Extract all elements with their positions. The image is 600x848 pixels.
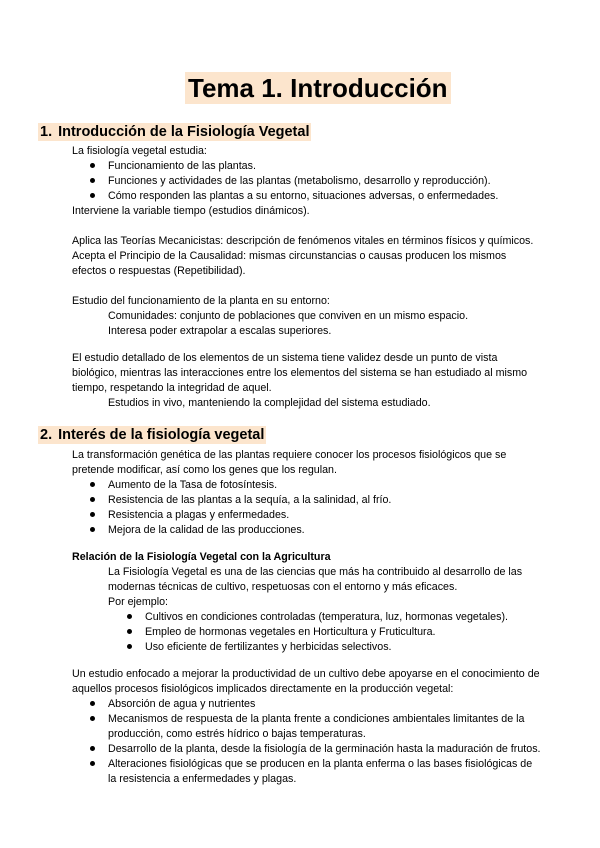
list-item-text: Desarrollo de la planta, desde la fisiología de la germinación hasta la maduración de frutos. bbox=[108, 743, 541, 755]
list-item-text: Uso eficiente de fertilizantes y herbicidas selectivos. bbox=[145, 641, 392, 653]
paragraph-line: biológico, mientras las interacciones entre los elementos del sistema se han estudiado al mismo bbox=[72, 367, 528, 379]
list-item-text: la resistencia a enfermedades y plagas. bbox=[108, 773, 297, 785]
list-item-text: Alteraciones fisiológicas que se producen en la planta enferma o las bases fisiológicas de bbox=[108, 758, 533, 770]
paragraph-line: Interesa poder extrapolar a escalas superiores. bbox=[108, 325, 332, 337]
bullet-icon bbox=[90, 497, 95, 502]
bullet-icon bbox=[90, 512, 95, 517]
section-1-heading bbox=[38, 123, 311, 141]
bullet-icon bbox=[127, 629, 132, 634]
list-item bbox=[90, 478, 95, 493]
paragraph-line: Aplica las Teorías Mecanicistas: descripción de fenómenos vitales en términos físicos y químicos. bbox=[72, 235, 534, 247]
list-item bbox=[90, 523, 95, 538]
paragraph-line: Estudio del funcionamiento de la planta en su entorno: bbox=[72, 295, 330, 307]
bullet-icon bbox=[90, 178, 95, 183]
paragraph-line: La Fisiología Vegetal es una de las ciencias que más ha contribuido al desarrollo de las bbox=[108, 566, 523, 578]
list-item-text: Absorción de agua y nutrientes bbox=[108, 698, 256, 710]
list-item bbox=[90, 508, 95, 523]
section-1-title: Introducción de la Fisiología Vegetal bbox=[58, 124, 310, 140]
list-item-text: Resistencia a plagas y enfermedades. bbox=[108, 509, 290, 521]
list-item-text: Cómo responden las plantas a su entorno, situaciones adversas, o enfermedades. bbox=[108, 190, 499, 202]
paragraph-line: Estudios in vivo, manteniendo la complejidad del sistema estudiado. bbox=[108, 397, 431, 409]
paragraph-line: Comunidades: conjunto de poblaciones que conviven en un mismo espacio. bbox=[108, 310, 469, 322]
list-item bbox=[90, 493, 95, 508]
bullet-icon bbox=[90, 701, 95, 706]
bullet-icon bbox=[90, 761, 95, 766]
list-item-text: Aumento de la Tasa de fotosíntesis. bbox=[108, 479, 278, 491]
list-item bbox=[90, 159, 95, 174]
paragraph-line: Interviene la variable tiempo (estudios dinámicos). bbox=[72, 205, 310, 217]
paragraph-line: El estudio detallado de los elementos de un sistema tiene validez desde un punto de vista bbox=[72, 352, 498, 364]
list-item-text: Resistencia de las plantas a la sequía, a la salinidad, al frío. bbox=[108, 494, 392, 506]
list-item bbox=[127, 610, 132, 625]
bullet-icon bbox=[90, 482, 95, 487]
list-item-text: Cultivos en condiciones controladas (temperatura, luz, hormonas vegetales). bbox=[145, 611, 508, 623]
list-item bbox=[90, 712, 95, 727]
bullet-icon bbox=[90, 716, 95, 721]
list-item bbox=[90, 742, 95, 757]
paragraph-line: Acepta el Principio de la Causalidad: mismas circunstancias o causas producen los mismos bbox=[72, 250, 507, 262]
bullet-icon bbox=[90, 193, 95, 198]
list-item-text: producción, como estrés hídrico o bajas temperaturas. bbox=[108, 728, 366, 740]
bullet-icon bbox=[90, 527, 95, 532]
section-2-title: Interés de la fisiología vegetal bbox=[58, 427, 265, 443]
list-item bbox=[90, 189, 95, 204]
paragraph-line: La transformación genética de las plantas requiere conocer los procesos fisiológicos que se bbox=[72, 449, 507, 461]
subsection-heading: Relación de la Fisiología Vegetal con la Agricultura bbox=[72, 551, 331, 563]
section-1-intro: La fisiología vegetal estudia: bbox=[72, 145, 207, 157]
page-title: Tema 1. Introducción bbox=[185, 72, 451, 104]
paragraph-line: modernas técnicas de cultivo, respetuosas con el entorno y más eficaces. bbox=[108, 581, 458, 593]
paragraph-line: pretende modificar, así como los genes que los regulan. bbox=[72, 464, 337, 476]
paragraph-line: efectos o respuestas (Repetibilidad). bbox=[72, 265, 246, 277]
list-item bbox=[90, 697, 95, 712]
list-item-text: Funciones y actividades de las plantas (metabolismo, desarrollo y reproducción). bbox=[108, 175, 491, 187]
paragraph-line: tiempo, respetando la integridad de aquel. bbox=[72, 382, 272, 394]
bullet-icon bbox=[90, 163, 95, 168]
list-item-text: Mejora de la calidad de las producciones. bbox=[108, 524, 305, 536]
paragraph-line: Por ejemplo: bbox=[108, 596, 168, 608]
list-item bbox=[127, 625, 132, 640]
bullet-icon bbox=[127, 614, 132, 619]
list-item bbox=[90, 757, 95, 772]
paragraph-line: Un estudio enfocado a mejorar la productividad de un cultivo debe apoyarse en el conocimiento de bbox=[72, 668, 540, 680]
list-item-text: Funcionamiento de las plantas. bbox=[108, 160, 256, 172]
list-item bbox=[127, 640, 132, 655]
list-item-text: Mecanismos de respuesta de la planta frente a condiciones ambientales limitantes de la bbox=[108, 713, 525, 725]
section-1-number: 1. bbox=[40, 124, 53, 140]
section-2-heading bbox=[38, 426, 266, 444]
section-2-number: 2. bbox=[40, 427, 53, 443]
list-item bbox=[90, 174, 95, 189]
bullet-icon bbox=[127, 644, 132, 649]
bullet-icon bbox=[90, 746, 95, 751]
list-item-text: Empleo de hormonas vegetales en Horticultura y Fruticultura. bbox=[145, 626, 436, 638]
paragraph-line: aquellos procesos fisiológicos implicados directamente en la producción vegetal: bbox=[72, 683, 454, 695]
